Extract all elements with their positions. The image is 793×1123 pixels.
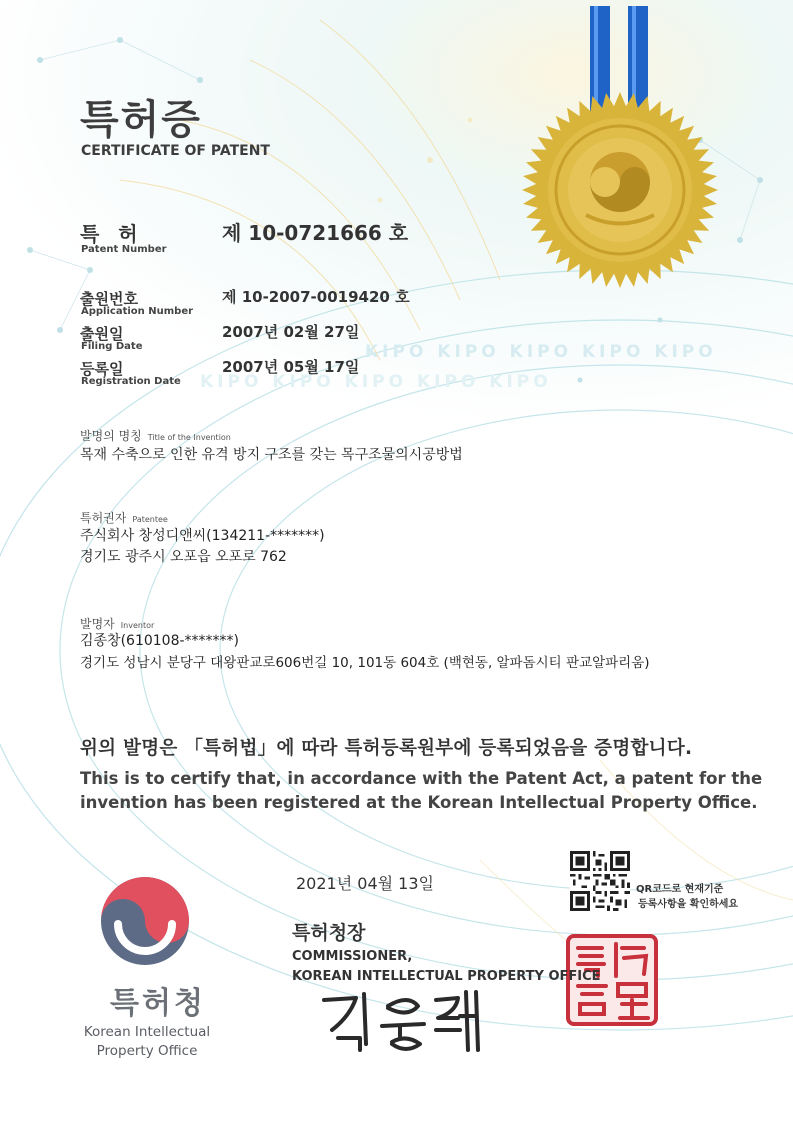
qr-note-line1: QR코드로 현재기준	[636, 884, 724, 895]
kipo-name-ko: 특허청	[110, 986, 206, 1021]
patent-number: 제 10-0721666 호	[222, 221, 409, 245]
kipo-name-en-line2: Property Office	[96, 1043, 198, 1059]
certification-ko: 위의 발명은 「특허법」에 따라 특허등록원부에 등록되었음을 증명합니다.	[80, 738, 693, 759]
filing-date-label-ko: 출원일	[80, 325, 124, 343]
patent-label-ko: 특 허	[80, 222, 144, 246]
invention-title: 목재 수축으로 인한 유격 방지 구조를 갖는 목구조물의시공방법	[80, 447, 463, 463]
kipo-watermark: KIPO KIPO KIPO KIPO KIPO	[365, 342, 717, 362]
filing-date-label-en: Filing Date	[81, 341, 143, 352]
invention-label	[80, 425, 231, 444]
invention-label-en: Title of the Invention	[147, 433, 231, 442]
registration-date-label-en: Registration Date	[81, 376, 181, 387]
patentee-label	[80, 507, 168, 526]
commissioner-title-en-line2: KOREAN INTELLECTUAL PROPERTY OFFICE	[292, 969, 601, 984]
inventor-label-en: Inventor	[120, 621, 155, 630]
inventor-name: 김종창(610108-*******)	[80, 633, 239, 649]
patentee-address: 경기도 광주시 오포읍 오포로 762	[80, 549, 287, 565]
commissioner-signature	[316, 986, 486, 1056]
qr-note-line2: 등록사항을 확인하세요	[638, 899, 739, 910]
certificate-title-en: CERTIFICATE OF PATENT	[81, 143, 270, 159]
application-label-en: Application Number	[81, 306, 194, 317]
gold-seal-with-ribbons	[520, 0, 720, 290]
kipo-taegeuk-logo	[100, 876, 190, 966]
inventor-label-ko: 발명자	[80, 617, 115, 631]
patentee-label-en: Patentee	[132, 515, 168, 524]
kipo-name-en-line1: Korean Intellectual	[83, 1024, 211, 1040]
certification-en-line2: invention has been registered at the Korean Intellectual Property Office.	[80, 793, 758, 812]
qr-code-icon[interactable]	[570, 851, 630, 911]
registration-date: 2007년 05월 17일	[222, 358, 360, 376]
issue-date: 2021년 04월 13일	[296, 874, 434, 893]
application-number: 제 10-2007-0019420 호	[222, 288, 410, 306]
commissioner-title-en-line1: COMMISSIONER,	[292, 949, 413, 964]
certification-en-line1: This is to certify that, in accordance with the Patent Act, a patent for the	[80, 769, 763, 788]
patent-label-en: Patent Number	[81, 244, 167, 255]
filing-date: 2007년 02월 27일	[222, 323, 360, 341]
commissioner-title-ko: 특허청장	[292, 922, 366, 944]
patentee-name: 주식회사 창성디앤씨(134211-*******)	[80, 528, 325, 544]
kipo-watermark-2: KIPO KIPO KIPO KIPO KIPO	[200, 372, 552, 392]
invention-label-ko: 발명의 명칭	[80, 429, 142, 443]
inventor-address: 경기도 성남시 분당구 대왕판교로606번길 10, 101동 604호 (백현동, 알파돔시티 판교알파리움)	[80, 655, 650, 671]
registration-date-label-ko: 등록일	[80, 360, 124, 378]
patentee-label-ko: 특허권자	[80, 511, 127, 525]
certificate-title-ko: 특허증	[80, 97, 202, 143]
application-label-ko: 출원번호	[80, 290, 138, 308]
